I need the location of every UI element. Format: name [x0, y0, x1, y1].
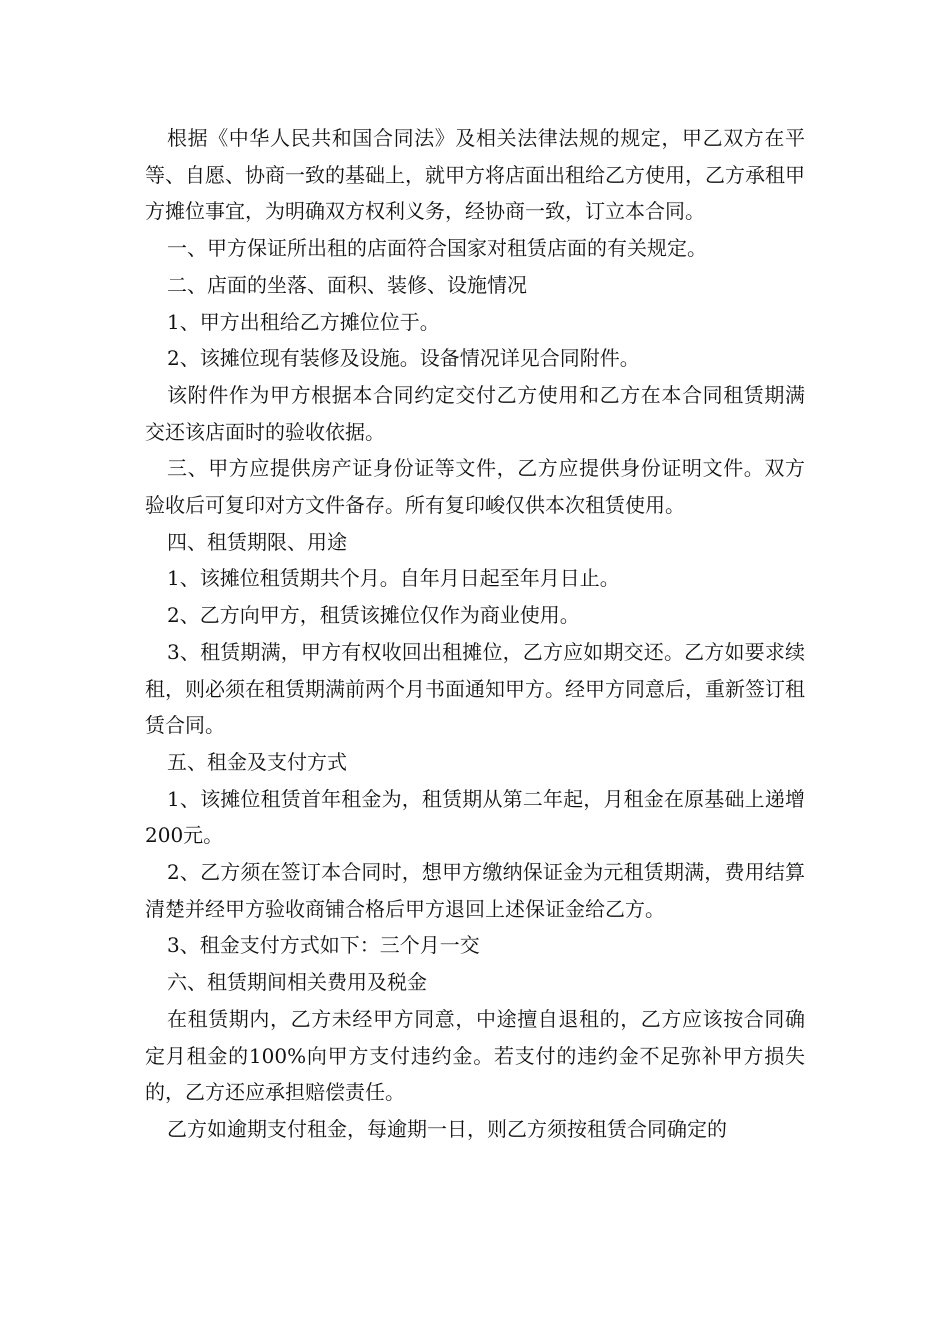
- paragraph-clause-3: 三、甲方应提供房产证身份证等文件，乙方应提供身份证明文件。双方验收后可复印对方文件备存。所有复印峻仅供本次租赁使用。: [145, 456, 805, 518]
- paragraph-clause-4-item-2: 2、乙方向甲方，租赁该摊位仅作为商业使用。: [167, 603, 580, 628]
- paragraph-clause-4-heading: 四、租赁期限、用途: [167, 529, 347, 554]
- paragraph-clause-6-heading: 六、租赁期间相关费用及税金: [167, 970, 427, 995]
- paragraph-clause-2-heading: 二、店面的坐落、面积、装修、设施情况: [167, 272, 527, 297]
- paragraph-clause-5-heading: 五、租金及支付方式: [167, 749, 347, 774]
- paragraph-clause-5-item-3: 3、租金支付方式如下：三个月一交: [167, 933, 480, 958]
- paragraph-clause-6-early-termination: 在租赁期内，乙方未经甲方同意，中途擅自退租的，乙方应该按合同确定月租金的100%向甲方支付违约金。若支付的违约金不足弥补甲方损失的，乙方还应承担赔偿责任。: [145, 1006, 805, 1105]
- paragraph-preamble: 根据《中华人民共和国合同法》及相关法律法规的规定，甲乙双方在平等、自愿、协商一致的基础上，就甲方将店面出租给乙方使用，乙方承租甲方摊位事宜，为明确双方权利义务，经协商一致，订立本合同。: [145, 126, 805, 224]
- paragraph-clause-4-item-3: 3、租赁期满，甲方有权收回出租摊位，乙方应如期交还。乙方如要求续租，则必须在租赁期满前两个月书面通知甲方。经甲方同意后，重新签订租赁合同。: [145, 639, 805, 738]
- paragraph-clause-5-item-2: 2、乙方须在签订本合同时，想甲方缴纳保证金为元租赁期满，费用结算清楚并经甲方验收商铺合格后甲方退回上述保证金给乙方。: [145, 860, 805, 921]
- paragraph-clause-2-item-1: 1、甲方出租给乙方摊位位于。: [167, 309, 440, 334]
- paragraph-clause-6-late-payment: 乙方如逾期支付租金，每逾期一日，则乙方须按租赁合同确定的: [167, 1116, 727, 1141]
- paragraph-clause-4-item-1: 1、该摊位租赁期共个月。自年月日起至年月日止。: [167, 566, 620, 591]
- document-page: [145, 120, 805, 1148]
- paragraph-clause-5-item-1: 1、该摊位租赁首年租金为，租赁期从第二年起，月租金在原基础上递增200元。: [145, 786, 805, 848]
- paragraph-clause-2-item-2: 2、该摊位现有装修及设施。设备情况详见合同附件。: [167, 346, 640, 371]
- paragraph-attachment-note: 该附件作为甲方根据本合同约定交付乙方使用和乙方在本合同租赁期满交还该店面时的验收依据。: [145, 382, 805, 444]
- paragraph-clause-1: 一、甲方保证所出租的店面符合国家对租赁店面的有关规定。: [167, 236, 707, 261]
